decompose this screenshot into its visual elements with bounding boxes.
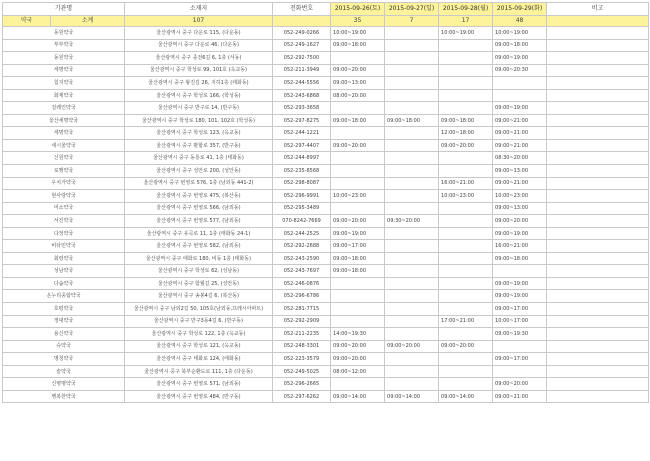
hours-day4-cell: 09:00~21:00 bbox=[493, 127, 547, 140]
phone-cell: 052-295-3489 bbox=[273, 202, 331, 215]
address-cell: 울산광역시 중구 종전6길 6, 1층 (서동) bbox=[125, 52, 273, 65]
hours-day2-cell bbox=[385, 27, 439, 40]
hours-day2-cell bbox=[385, 240, 439, 253]
hours-day2-cell bbox=[385, 52, 439, 65]
note-cell bbox=[547, 127, 649, 140]
pharmacy-name-cell: 화제약국 bbox=[3, 89, 125, 102]
hours-day1-cell: 09:00~18:00 bbox=[331, 252, 385, 265]
table-row bbox=[3, 315, 649, 328]
phone-cell: 052-211-3949 bbox=[273, 64, 331, 77]
hours-day3-cell bbox=[439, 77, 493, 90]
hours-day2-cell bbox=[385, 378, 439, 391]
address-cell: 울산광역시 중구 송봉4길 6, (복산동) bbox=[125, 290, 273, 303]
header-date-3: 2015-09-28(월) bbox=[439, 3, 493, 16]
table-row bbox=[3, 240, 649, 253]
note-cell bbox=[547, 165, 649, 178]
hours-day1-cell: 09:00~18:00 bbox=[331, 114, 385, 127]
hours-day3-cell bbox=[439, 365, 493, 378]
address-cell: 울산광역시 중구 남외2길 50, 105호(남외동,프레시아파트) bbox=[125, 303, 273, 316]
pharmacy-name-cell: 미소약국 bbox=[3, 202, 125, 215]
hours-day4-cell: 09:00~21:00 bbox=[493, 390, 547, 403]
pharmacy-hours-table bbox=[2, 2, 649, 403]
hours-day2-cell bbox=[385, 202, 439, 215]
note-cell bbox=[547, 315, 649, 328]
table-row bbox=[3, 290, 649, 303]
table-row bbox=[3, 202, 649, 215]
table-row bbox=[3, 114, 649, 127]
hours-day1-cell: 14:00~19:30 bbox=[331, 328, 385, 341]
table-row bbox=[3, 27, 649, 40]
hours-day3-cell bbox=[439, 152, 493, 165]
summary-note-blank bbox=[547, 16, 649, 27]
table-row bbox=[3, 365, 649, 378]
hours-day3-cell bbox=[439, 240, 493, 253]
address-cell: 울산광역시 중구 함월길 25, (성안동) bbox=[125, 277, 273, 290]
hours-day3-cell bbox=[439, 227, 493, 240]
address-cell: 울산광역시 중구 태화로 180, 비동 1층 (태화동) bbox=[125, 252, 273, 265]
address-cell: 울산광역시 중구 번영로 566, (남외동) bbox=[125, 202, 273, 215]
note-cell bbox=[547, 227, 649, 240]
hours-day3-cell bbox=[439, 64, 493, 77]
pharmacy-name-cell: 용신약국 bbox=[3, 328, 125, 341]
hours-day4-cell: 09:00~17:00 bbox=[493, 303, 547, 316]
hours-day2-cell bbox=[385, 152, 439, 165]
phone-cell: 070-8242-7669 bbox=[273, 215, 331, 228]
hours-day4-cell bbox=[493, 340, 547, 353]
table-row bbox=[3, 265, 649, 278]
hours-day3-cell bbox=[439, 215, 493, 228]
table-row bbox=[3, 139, 649, 152]
hours-day2-cell bbox=[385, 265, 439, 278]
hours-day4-cell: 09:00~18:00 bbox=[493, 252, 547, 265]
phone-cell: 052-235-8568 bbox=[273, 165, 331, 178]
table-row bbox=[3, 328, 649, 341]
hours-day1-cell bbox=[331, 52, 385, 65]
header-date-4: 2015-09-29(화) bbox=[493, 3, 547, 16]
pharmacy-name-cell: 호평약국 bbox=[3, 303, 125, 316]
address-cell: 울산광역시 중구 학성로 62, (성남동) bbox=[125, 265, 273, 278]
table-row bbox=[3, 39, 649, 52]
header-date-1: 2015-09-26(토) bbox=[331, 3, 385, 16]
hours-day2-cell: 09:00~20:00 bbox=[385, 340, 439, 353]
phone-cell: 052-249-0266 bbox=[273, 27, 331, 40]
hours-day4-cell bbox=[493, 77, 547, 90]
hours-day3-cell: 12:00~18:00 bbox=[439, 127, 493, 140]
hours-day1-cell: 09:00~14:00 bbox=[331, 390, 385, 403]
pharmacy-name-cell: 부부약국 bbox=[3, 39, 125, 52]
hours-day3-cell bbox=[439, 265, 493, 278]
hours-day3-cell: 09:00~18:00 bbox=[439, 114, 493, 127]
hours-day2-cell bbox=[385, 190, 439, 203]
hours-day1-cell: 09:00~13:00 bbox=[331, 77, 385, 90]
pharmacy-name-cell: 회령약국 bbox=[3, 252, 125, 265]
table-row bbox=[3, 353, 649, 366]
note-cell bbox=[547, 89, 649, 102]
summary-count-3: 17 bbox=[439, 16, 493, 27]
table-row bbox=[3, 177, 649, 190]
address-cell: 울산광역시 중구 학성로 166, (학성동) bbox=[125, 89, 273, 102]
note-cell bbox=[547, 177, 649, 190]
hours-day3-cell bbox=[439, 165, 493, 178]
phone-cell: 052-293-3658 bbox=[273, 102, 331, 115]
hours-day4-cell bbox=[493, 265, 547, 278]
pharmacy-name-cell: 성남약국 bbox=[3, 265, 125, 278]
note-cell bbox=[547, 64, 649, 77]
hours-day3-cell bbox=[439, 202, 493, 215]
hours-day2-cell bbox=[385, 315, 439, 328]
pharmacy-name-cell: 힘지약국 bbox=[3, 77, 125, 90]
address-cell: 울산광역시 중구 반구3동4길 6, (반구동) bbox=[125, 315, 273, 328]
note-cell bbox=[547, 390, 649, 403]
hours-day2-cell bbox=[385, 328, 439, 341]
header-org: 기관명 bbox=[3, 3, 125, 16]
hours-day2-cell bbox=[385, 252, 439, 265]
address-cell: 울산광역시 중구 북부순환도로 111, 1층 (다운동) bbox=[125, 365, 273, 378]
note-cell bbox=[547, 265, 649, 278]
note-cell bbox=[547, 52, 649, 65]
note-cell bbox=[547, 252, 649, 265]
hours-day4-cell: 09:00~20:00 bbox=[493, 215, 547, 228]
pharmacy-name-cell: 신병명약국 bbox=[3, 378, 125, 391]
address-cell: 울산광역시 중구 왕진길 26, 지하1층 (태화동) bbox=[125, 77, 273, 90]
hours-day1-cell bbox=[331, 177, 385, 190]
hours-day2-cell bbox=[385, 102, 439, 115]
hours-day3-cell bbox=[439, 277, 493, 290]
note-cell bbox=[547, 277, 649, 290]
phone-cell: 052-292-7500 bbox=[273, 52, 331, 65]
hours-day1-cell bbox=[331, 378, 385, 391]
hours-day1-cell: 09:00~20:00 bbox=[331, 353, 385, 366]
table-row bbox=[3, 215, 649, 228]
phone-cell: 052-246-0876 bbox=[273, 277, 331, 290]
phone-cell: 052-297-4407 bbox=[273, 139, 331, 152]
header-date-2: 2015-09-27(일) bbox=[385, 3, 439, 16]
hours-day4-cell: 09:00~21:00 bbox=[493, 177, 547, 190]
address-cell: 울산광역시 중구 학성로 121, (옥교동) bbox=[125, 340, 273, 353]
note-cell bbox=[547, 102, 649, 115]
address-cell: 울산광역시 중구 유곡로 11, 1층 (태화동 24-1) bbox=[125, 227, 273, 240]
phone-cell: 052-244-8997 bbox=[273, 152, 331, 165]
note-cell bbox=[547, 139, 649, 152]
table-row bbox=[3, 340, 649, 353]
hours-day2-cell bbox=[385, 64, 439, 77]
pharmacy-name-cell: 걸레인약국 bbox=[3, 102, 125, 115]
address-cell: 울산광역시 중구 다운로 46, (다운동) bbox=[125, 39, 273, 52]
summary-subtotal-label: 소계 bbox=[51, 16, 125, 27]
hours-day4-cell: 09:00~13:00 bbox=[493, 165, 547, 178]
note-cell bbox=[547, 152, 649, 165]
hours-day4-cell: 09:00~13:00 bbox=[493, 202, 547, 215]
table-row bbox=[3, 190, 649, 203]
hours-day3-cell bbox=[439, 102, 493, 115]
hours-day2-cell bbox=[385, 165, 439, 178]
address-cell: 울산광역시 중구 번영로 571, (남외동) bbox=[125, 378, 273, 391]
note-cell bbox=[547, 190, 649, 203]
pharmacy-name-cell: 현사랑약국 bbox=[3, 190, 125, 203]
hours-day4-cell: 16:00~21:00 bbox=[493, 240, 547, 253]
summary-row bbox=[3, 16, 649, 27]
pharmacy-name-cell: 슈약국 bbox=[3, 340, 125, 353]
table-row bbox=[3, 252, 649, 265]
hours-day3-cell: 09:00~14:00 bbox=[439, 390, 493, 403]
hours-day1-cell: 08:00~20:00 bbox=[331, 89, 385, 102]
hours-day1-cell bbox=[331, 277, 385, 290]
address-cell: 울산광역시 중구 괄합로 357, (반구동) bbox=[125, 139, 273, 152]
hours-day4-cell: 09:00~19:00 bbox=[493, 290, 547, 303]
table-row bbox=[3, 102, 649, 115]
phone-cell: 052-296-6786 bbox=[273, 290, 331, 303]
phone-cell: 052-211-2235 bbox=[273, 328, 331, 341]
address-cell: 울산광역시 중구 학성로 99, 101호 (옥교동) bbox=[125, 64, 273, 77]
table-row bbox=[3, 165, 649, 178]
hours-day3-cell bbox=[439, 52, 493, 65]
hours-day2-cell: 09:00~18:00 bbox=[385, 114, 439, 127]
hours-day1-cell bbox=[331, 102, 385, 115]
pharmacy-name-cell: 행복한약국 bbox=[3, 390, 125, 403]
table-row bbox=[3, 390, 649, 403]
hours-day4-cell: 09:00~19:00 bbox=[493, 52, 547, 65]
pharmacy-name-cell: 다솜약국 bbox=[3, 277, 125, 290]
hours-day1-cell: 09:00~20:00 bbox=[331, 139, 385, 152]
table-row bbox=[3, 77, 649, 90]
header-phone: 전화번호 bbox=[273, 3, 331, 16]
pharmacy-name-cell: 울산세명약국 bbox=[3, 114, 125, 127]
phone-cell: 052-243-6868 bbox=[273, 89, 331, 102]
table-row bbox=[3, 303, 649, 316]
note-cell bbox=[547, 27, 649, 40]
hours-day2-cell bbox=[385, 177, 439, 190]
hours-day1-cell: 09:00~17:00 bbox=[331, 240, 385, 253]
address-cell: 울산광역시 중구 학성로 180, 101, 102호 (학성동) bbox=[125, 114, 273, 127]
address-cell: 울산광역시 중구 번영로 475, (복산동) bbox=[125, 190, 273, 203]
hours-day1-cell: 09:00~18:00 bbox=[331, 39, 385, 52]
pharmacy-name-cell: 신원약국 bbox=[3, 152, 125, 165]
hours-day1-cell: 09:00~20:00 bbox=[331, 64, 385, 77]
pharmacy-name-cell: 온누리종합약국 bbox=[3, 290, 125, 303]
hours-day4-cell: 09:00~19:00 bbox=[493, 102, 547, 115]
hours-day3-cell bbox=[439, 252, 493, 265]
hours-day2-cell: 09:30~20:00 bbox=[385, 215, 439, 228]
address-cell: 울산광역시 중구 학성로 122, 1층 (옥교동) bbox=[125, 328, 273, 341]
hours-day3-cell bbox=[439, 353, 493, 366]
hours-day2-cell bbox=[385, 290, 439, 303]
summary-count-2: 7 bbox=[385, 16, 439, 27]
table-row bbox=[3, 152, 649, 165]
hours-day2-cell bbox=[385, 227, 439, 240]
note-cell bbox=[547, 240, 649, 253]
table-row bbox=[3, 64, 649, 77]
pharmacy-name-cell: 동원약국 bbox=[3, 52, 125, 65]
hours-day4-cell: 09:00~19:00 bbox=[493, 227, 547, 240]
header-note: 비고 bbox=[547, 3, 649, 16]
hours-day2-cell bbox=[385, 365, 439, 378]
note-cell bbox=[547, 353, 649, 366]
summary-count-4: 48 bbox=[493, 16, 547, 27]
phone-cell: 052-243-7697 bbox=[273, 265, 331, 278]
table-row bbox=[3, 89, 649, 102]
hours-day2-cell bbox=[385, 89, 439, 102]
pharmacy-name-cell: 세명약국 bbox=[3, 127, 125, 140]
table-row bbox=[3, 227, 649, 240]
hours-day1-cell: 10:00~23:00 bbox=[331, 190, 385, 203]
summary-type: 약국 bbox=[3, 16, 51, 27]
hours-day3-cell: 10:00~23:00 bbox=[439, 190, 493, 203]
summary-phone-blank bbox=[273, 16, 331, 27]
phone-cell: 052-243-2590 bbox=[273, 252, 331, 265]
hours-day1-cell: 08:00~12:00 bbox=[331, 365, 385, 378]
hours-day3-cell: 16:00~21:00 bbox=[439, 177, 493, 190]
address-cell: 울산광역시 중구 번영로 582, (남외동) bbox=[125, 240, 273, 253]
hours-day2-cell bbox=[385, 277, 439, 290]
hours-day3-cell bbox=[439, 39, 493, 52]
hours-day3-cell bbox=[439, 378, 493, 391]
note-cell bbox=[547, 215, 649, 228]
hours-day1-cell: 09:00~18:00 bbox=[331, 265, 385, 278]
address-cell: 울산광역시 중구 다운로 115, (다운동) bbox=[125, 27, 273, 40]
address-cell: 울산광역시 중구 학성로 123, (옥교동) bbox=[125, 127, 273, 140]
hours-day4-cell: 10:00~19:00 bbox=[493, 27, 547, 40]
hours-day3-cell bbox=[439, 89, 493, 102]
hours-day4-cell: 10:00~17:00 bbox=[493, 315, 547, 328]
hours-day1-cell: 10:00~19:00 bbox=[331, 27, 385, 40]
hours-day1-cell bbox=[331, 202, 385, 215]
summary-count-1: 35 bbox=[331, 16, 385, 27]
hours-day1-cell: 09:00~20:00 bbox=[331, 340, 385, 353]
hours-day3-cell: 09:00~20:00 bbox=[439, 139, 493, 152]
phone-cell: 052-249-5025 bbox=[273, 365, 331, 378]
phone-cell: 052-292-2909 bbox=[273, 315, 331, 328]
address-cell: 울산광역시 중구 태화로 124, (태화동) bbox=[125, 353, 273, 366]
header-row bbox=[3, 3, 649, 16]
note-cell bbox=[547, 202, 649, 215]
phone-cell: 052-292-2688 bbox=[273, 240, 331, 253]
note-cell bbox=[547, 378, 649, 391]
pharmacy-name-cell: 세명약국 bbox=[3, 64, 125, 77]
address-cell: 울산광역시 중구 성안로 200, (성안동) bbox=[125, 165, 273, 178]
address-cell: 울산광역시 중구 동룡로 41, 1층 (태화동) bbox=[125, 152, 273, 165]
note-cell bbox=[547, 290, 649, 303]
hours-day4-cell: 09:00~21:00 bbox=[493, 114, 547, 127]
hours-day1-cell bbox=[331, 303, 385, 316]
note-cell bbox=[547, 114, 649, 127]
hours-day2-cell bbox=[385, 303, 439, 316]
phone-cell: 052-244-5556 bbox=[273, 77, 331, 90]
hours-day1-cell bbox=[331, 127, 385, 140]
hours-day3-cell bbox=[439, 328, 493, 341]
pharmacy-name-cell: 명청약국 bbox=[3, 353, 125, 366]
hours-day4-cell bbox=[493, 89, 547, 102]
hours-day3-cell: 10:00~19:00 bbox=[439, 27, 493, 40]
pharmacy-name-cell: 세시울약국 bbox=[3, 139, 125, 152]
address-cell: 울산광역시 중구 번영로 484, (반구동) bbox=[125, 390, 273, 403]
hours-day3-cell: 17:00~21:00 bbox=[439, 315, 493, 328]
phone-cell: 052-244-1221 bbox=[273, 127, 331, 140]
hours-day2-cell: 09:00~14:00 bbox=[385, 390, 439, 403]
hours-day4-cell: 09:00~20:00 bbox=[493, 378, 547, 391]
table-row bbox=[3, 277, 649, 290]
hours-day2-cell bbox=[385, 39, 439, 52]
hours-day1-cell bbox=[331, 165, 385, 178]
hours-day1-cell: 09:00~19:00 bbox=[331, 227, 385, 240]
pharmacy-name-cell: 슬약국 bbox=[3, 365, 125, 378]
phone-cell: 052-296-2665 bbox=[273, 378, 331, 391]
note-cell bbox=[547, 365, 649, 378]
note-cell bbox=[547, 303, 649, 316]
hours-day4-cell: 09:00~20:30 bbox=[493, 64, 547, 77]
hours-day4-cell: 09:00~18:00 bbox=[493, 39, 547, 52]
phone-cell: 052-298-8087 bbox=[273, 177, 331, 190]
phone-cell: 052-244-2525 bbox=[273, 227, 331, 240]
hours-day2-cell bbox=[385, 127, 439, 140]
pharmacy-name-cell: 서진약국 bbox=[3, 215, 125, 228]
note-cell bbox=[547, 340, 649, 353]
hours-day4-cell: 09:00~19:00 bbox=[493, 277, 547, 290]
address-cell: 울산광역시 중구 번영로 576, 1층 (남외동 441-2) bbox=[125, 177, 273, 190]
hours-day4-cell: 09:00~19:30 bbox=[493, 328, 547, 341]
phone-cell: 052-249-1627 bbox=[273, 39, 331, 52]
pharmacy-name-cell: 동원약국 bbox=[3, 27, 125, 40]
address-cell: 울산광역시 중구 번영로 577, (남외동) bbox=[125, 215, 273, 228]
pharmacy-name-cell: 정대약국 bbox=[3, 315, 125, 328]
hours-day4-cell: 08:30~20:00 bbox=[493, 152, 547, 165]
table-row bbox=[3, 127, 649, 140]
header-address: 소재지 bbox=[125, 3, 273, 16]
phone-cell: 052-297-6262 bbox=[273, 390, 331, 403]
table-row bbox=[3, 378, 649, 391]
hours-day2-cell bbox=[385, 353, 439, 366]
pharmacy-name-cell: 로행약국 bbox=[3, 165, 125, 178]
address-cell: 울산광역시 중구 반구로 14, (반구동) bbox=[125, 102, 273, 115]
phone-cell: 052-281-7715 bbox=[273, 303, 331, 316]
hours-day3-cell: 09:00~20:00 bbox=[439, 340, 493, 353]
hours-day1-cell bbox=[331, 315, 385, 328]
pharmacy-name-cell: 우치가약국 bbox=[3, 177, 125, 190]
pharmacy-name-cell: 비타민약국 bbox=[3, 240, 125, 253]
hours-day1-cell bbox=[331, 290, 385, 303]
note-cell bbox=[547, 39, 649, 52]
pharmacy-name-cell: 다정약국 bbox=[3, 227, 125, 240]
phone-cell: 052-297-8275 bbox=[273, 114, 331, 127]
note-cell bbox=[547, 77, 649, 90]
note-cell bbox=[547, 328, 649, 341]
phone-cell: 052-296-9991 bbox=[273, 190, 331, 203]
summary-total: 107 bbox=[125, 16, 273, 27]
hours-day4-cell bbox=[493, 365, 547, 378]
phone-cell: 052-248-3301 bbox=[273, 340, 331, 353]
hours-day2-cell bbox=[385, 139, 439, 152]
table-row bbox=[3, 52, 649, 65]
hours-day1-cell bbox=[331, 152, 385, 165]
hours-day3-cell bbox=[439, 303, 493, 316]
hours-day2-cell bbox=[385, 77, 439, 90]
hours-day4-cell: 10:00~23:00 bbox=[493, 190, 547, 203]
hours-day4-cell: 09:00~21:00 bbox=[493, 139, 547, 152]
hours-day3-cell bbox=[439, 290, 493, 303]
phone-cell: 052-223-3579 bbox=[273, 353, 331, 366]
hours-day1-cell: 09:00~20:00 bbox=[331, 215, 385, 228]
hours-day4-cell: 09:00~17:00 bbox=[493, 353, 547, 366]
